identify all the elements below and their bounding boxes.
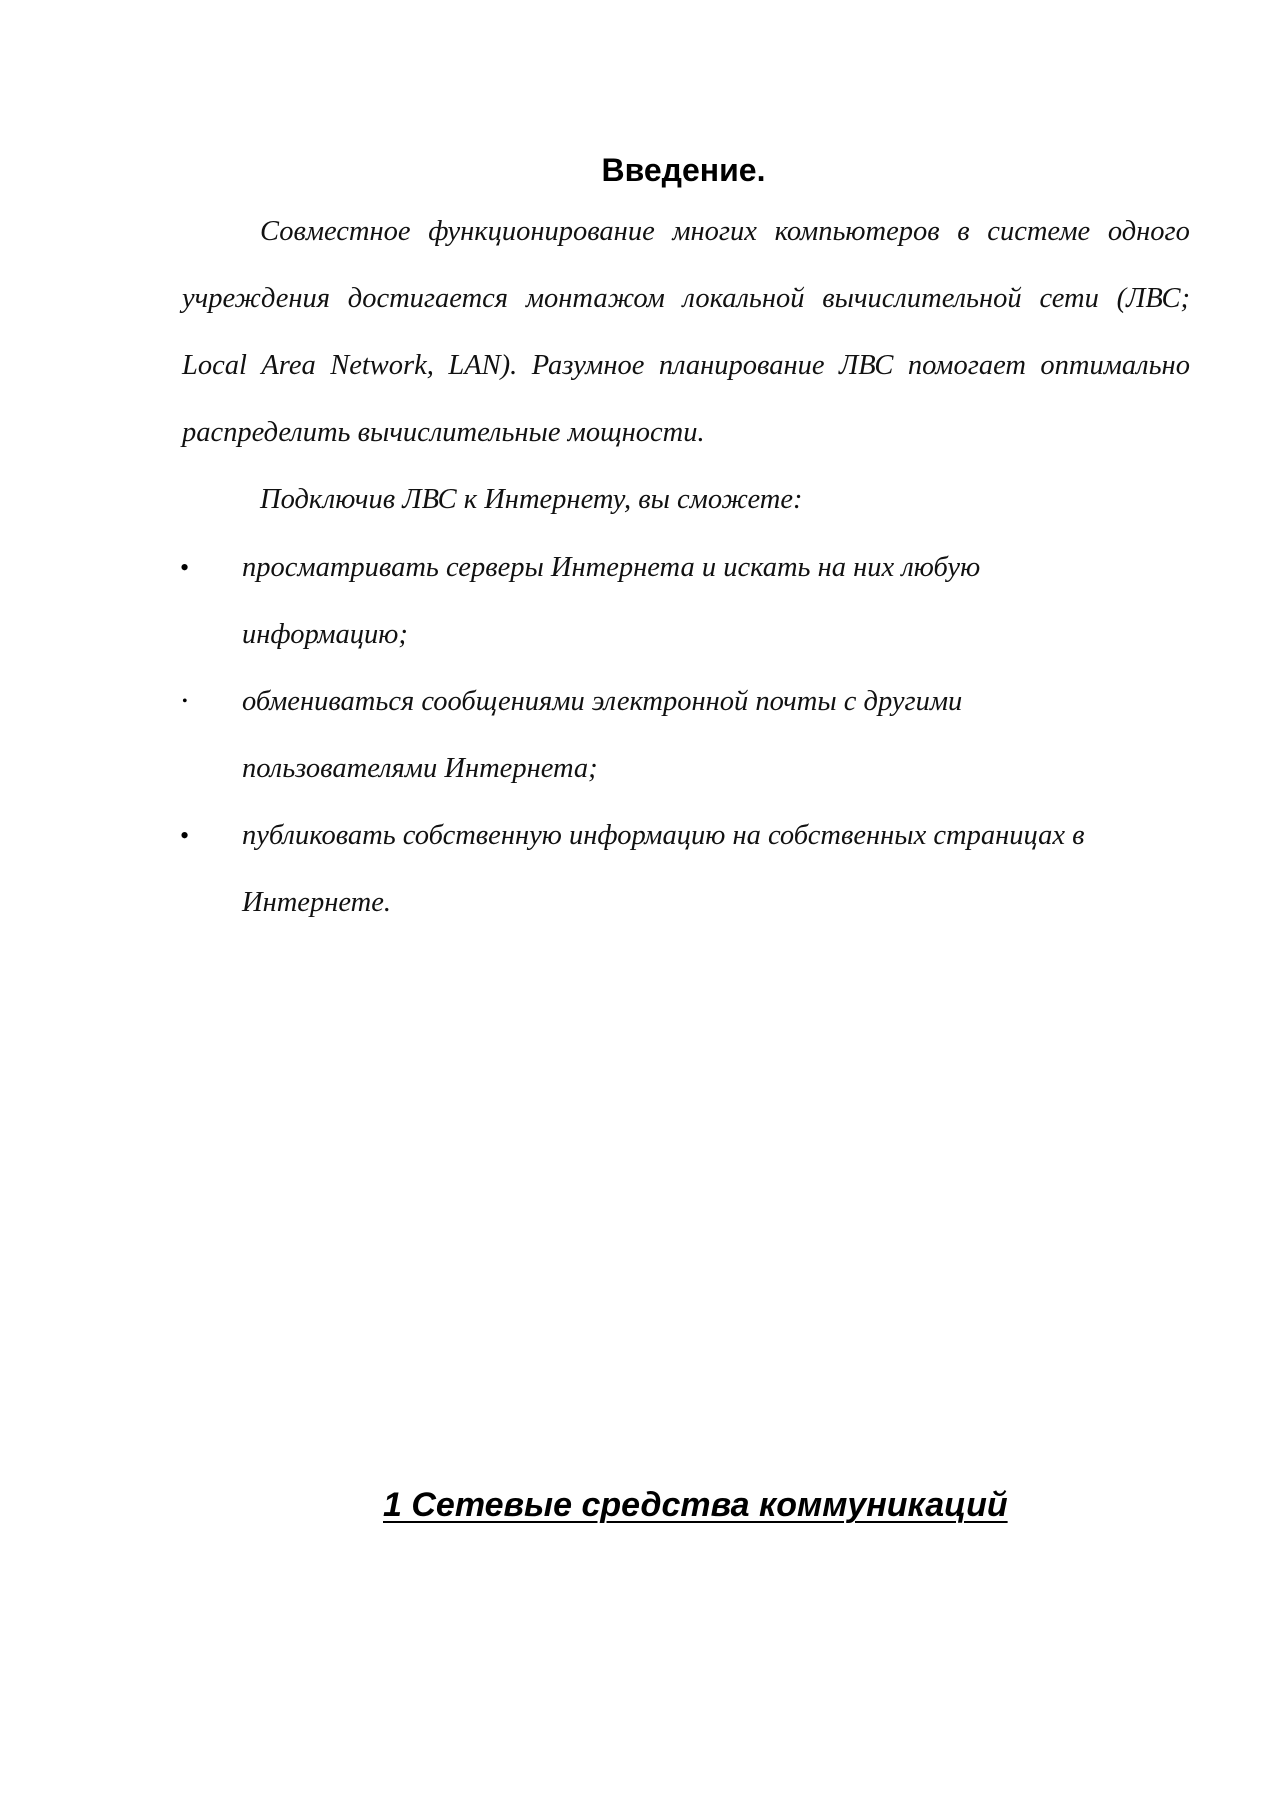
paragraph-1-line-4: распределить вычислительные мощности. — [182, 417, 705, 448]
list-item-line-2: информацию; — [242, 619, 408, 650]
list-item-line-1: просматривать серверы Интернета и искать на них любую — [242, 552, 981, 583]
intro-heading: Введение. — [601, 152, 766, 188]
bullet-marker: • — [180, 553, 190, 582]
paragraph-1-line-3 — [182, 346, 1190, 386]
word: LAN). — [448, 350, 518, 381]
word: ЛВС — [838, 350, 894, 381]
list-item-line-2: пользователями Интернета; — [242, 753, 598, 784]
paragraph-1-line-1 — [260, 212, 1190, 252]
word: Совместное — [260, 216, 411, 247]
word: Local — [182, 350, 247, 381]
word: одного — [1107, 216, 1190, 247]
word: Network, — [330, 350, 434, 381]
word: многих — [672, 216, 757, 247]
list-item-line-2: Интернете. — [242, 887, 391, 918]
word: учреждения — [182, 283, 330, 314]
word: (ЛВС; — [1116, 283, 1190, 314]
word: достигается — [347, 283, 509, 314]
section-heading: 1 Сетевые средства коммуникаций — [383, 1486, 1008, 1524]
bullet-marker: • — [180, 821, 190, 850]
word: сети — [1039, 283, 1099, 314]
word: Разумное — [531, 350, 645, 381]
word: Area — [261, 350, 316, 381]
list-item-line-1: обмениваться сообщениями электронной почты с другими — [242, 686, 963, 717]
word: в — [957, 216, 970, 247]
word: компьютеров — [774, 216, 940, 247]
paragraph-2: Подключив ЛВС к Интернету, вы сможете: — [260, 484, 803, 515]
word: системе — [987, 216, 1091, 247]
word: монтажом — [525, 283, 665, 314]
word: оптимально — [1040, 350, 1190, 381]
paragraph-1-line-2 — [182, 279, 1190, 319]
word: локальной — [682, 283, 805, 314]
word: функционирование — [428, 216, 655, 247]
word: планирование — [658, 350, 825, 381]
bullet-marker: • — [182, 693, 188, 710]
word: вычислительной — [822, 283, 1022, 314]
list-item-line-1: публиковать собственную информацию на собственных страницах в — [242, 820, 1085, 851]
word: помогает — [907, 350, 1026, 381]
